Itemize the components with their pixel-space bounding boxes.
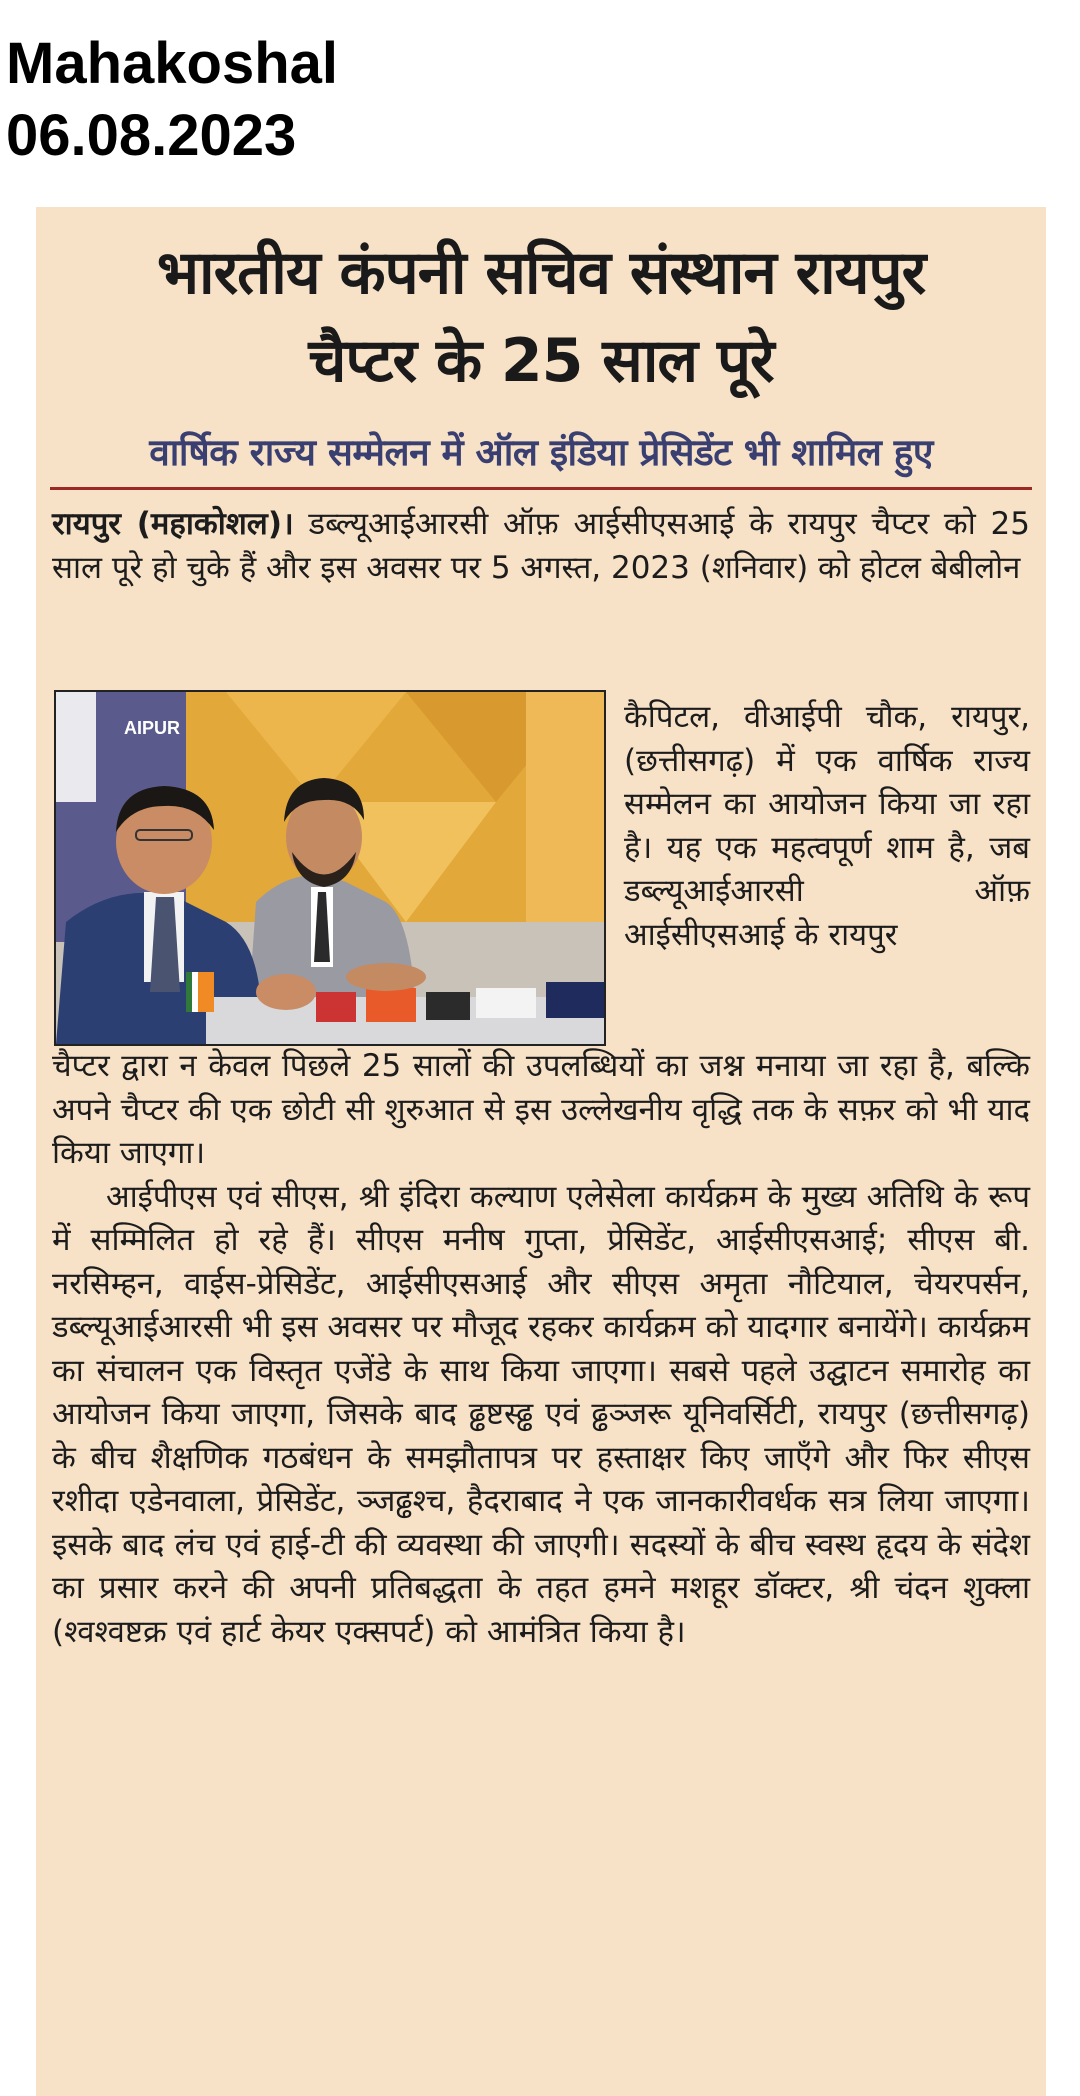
publication-name: Mahakoshal xyxy=(6,31,338,96)
event-photo xyxy=(54,690,606,1046)
photo-backdrop-text: AIPUR xyxy=(124,718,181,738)
masthead xyxy=(6,28,338,172)
news-clipping xyxy=(36,207,1046,2096)
paragraph-1-wrap: कैपिटल, वीआईपी चौक, रायपुर, (छत्तीसगढ़) में एक वार्षिक राज्य सम्मेलन का आयोजन किया जा रहा है। यह एक महत्वपूर्ण शाम है, जब डब्ल्यूआईआरसी ऑफ़ आईसीएसआई के रायपुर xyxy=(624,699,1030,953)
paragraph-2: आईपीएस एवं सीएस, श्री इंदिरा कल्याण एलेसेला कार्यक्रम के मुख्य अतिथि के रूप में सम्मिलित हो रहे हैं। सीएस मनीष गुप्ता, प्रेसिडेंट, आईसीएसआई; सीएस बी. नरसिम्हन, वाईस-प्रेसिडेंट, आईसीएसआई और सीएस अमृता नौटियाल, चेयरपर्सन, डब्ल्यूआईआरसी भी इस अवसर पर मौजूद रहकर कार्यक्रम को यादगार बनायेंगे। कार्यक्रम का संचालन एक विस्तृत एजेंडे के साथ किया जाएगा। सबसे पहले उद्घाटन समारोह का आयोजन किया जाएगा, जिसके बाद ढ्ढष्टस्ढ्ढ एवं ढ्ढञ्जरू यूनिवर्सिटी, रायपुर (छत्तीसगढ़) के बीच शैक्षणिक गठबंधन के समझौतापत्र पर हस्ताक्षर किए जाएँगे और फिर सीएस रशीदा एडेनवाला, प्रेसिडेंट, ञ्जढ्ढश्च, हैदराबाद ने एक जानकारीवर्धक सत्र लिया जाएगा। इसके बाद लंच एवं हाई-टी की व्यवस्था की जाएगी। सदस्यों के बीच स्वस्थ हृदय के संदेश का प्रसार करने की अपनी प्रतिबद्धता के तहत हमने मशहूर डॉक्टर, श्री चंदन शुक्ला (श्वश्वष्टक्र एवं हार्ट केयर एक्सपर्ट) को आमंत्रित किया है। xyxy=(52,1178,1030,1650)
headline-line-2: चैप्टर के 25 साल पूरे xyxy=(308,326,774,396)
paragraph-1-top: डब्ल्यूआईआरसी ऑफ़ आईसीएसआई के रायपुर चैप्टर को 25 साल पूरे हो चुके हैं और इस अवसर पर 5 अगस्त, 2023 (शनिवार) को होटल बेबीलोन xyxy=(52,506,1030,586)
publication-date: 06.08.2023 xyxy=(6,103,297,168)
paragraph-1-bottom: चैप्टर द्वारा न केवल पिछले 25 सालों की उपलब्धियों का जश्न मनाया जा रहा है, बल्कि अपने चैप्टर की एक छोटी सी शुरुआत से इस उल्लेखनीय वृद्धि तक के सफ़र को भी याद किया जाएगा। xyxy=(52,1048,1030,1171)
press-conference-photo xyxy=(56,692,604,1044)
headline-line-1: भारतीय कंपनी सचिव संस्थान रायपुर xyxy=(156,238,926,308)
article-intro xyxy=(52,503,1030,590)
article-body xyxy=(52,1045,1030,1654)
dateline: रायपुर (महाकोशल)। xyxy=(52,506,294,542)
subheadline: वार्षिक राज्य सम्मेलन में ऑल इंडिया प्रेसिडेंट भी शामिल हुए xyxy=(149,431,933,474)
headline-rule xyxy=(50,487,1032,490)
headline xyxy=(36,229,1046,405)
